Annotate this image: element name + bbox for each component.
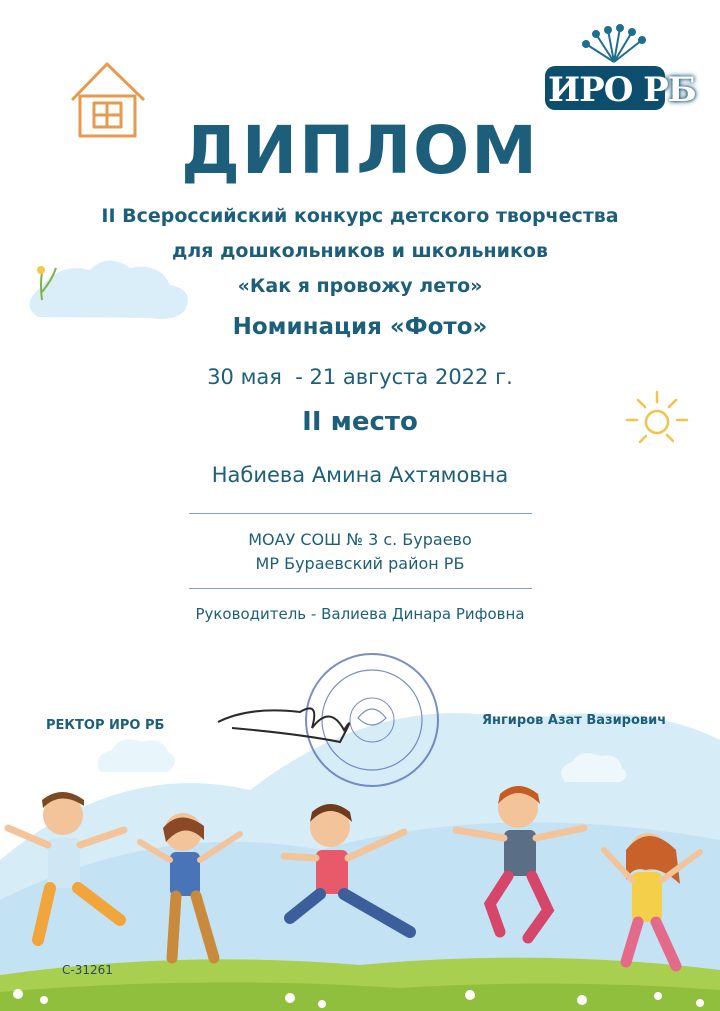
nomination: Номинация «Фото» — [232, 314, 488, 340]
certificate-number: С-31261 — [62, 963, 113, 977]
cloud-icon — [98, 739, 175, 772]
contest-title-line-3: «Как я провожу лето» — [237, 275, 483, 297]
signature-scribble — [218, 708, 349, 742]
award-place: II место — [302, 407, 418, 437]
divider — [189, 588, 532, 589]
contest-dates: 30 мая - 21 августа 2022 г. — [207, 365, 513, 389]
contest-title-line-1: II Всероссийский конкурс детского творчества — [101, 205, 619, 227]
dandelion-logo-icon — [583, 25, 645, 62]
school-line-1: МОАУ СОШ № 3 с. Бураево — [248, 530, 472, 549]
contest-title-line-2: для дошкольников и школьников — [172, 240, 548, 262]
rector-label: РЕКТОР ИРО РБ — [46, 718, 165, 733]
supervisor: Руководитель - Валиева Динара Рифовна — [195, 605, 525, 623]
page-title: ДИПЛОМ — [181, 112, 539, 189]
logo-text: ИРО РБ — [548, 70, 696, 110]
recipient-name: Набиева Амина Ахтямовна — [211, 463, 509, 487]
divider — [189, 513, 532, 514]
school-line-2: МР Бураевский район РБ — [255, 554, 465, 573]
rector-name: Янгиров Азат Вазирович — [482, 713, 667, 728]
